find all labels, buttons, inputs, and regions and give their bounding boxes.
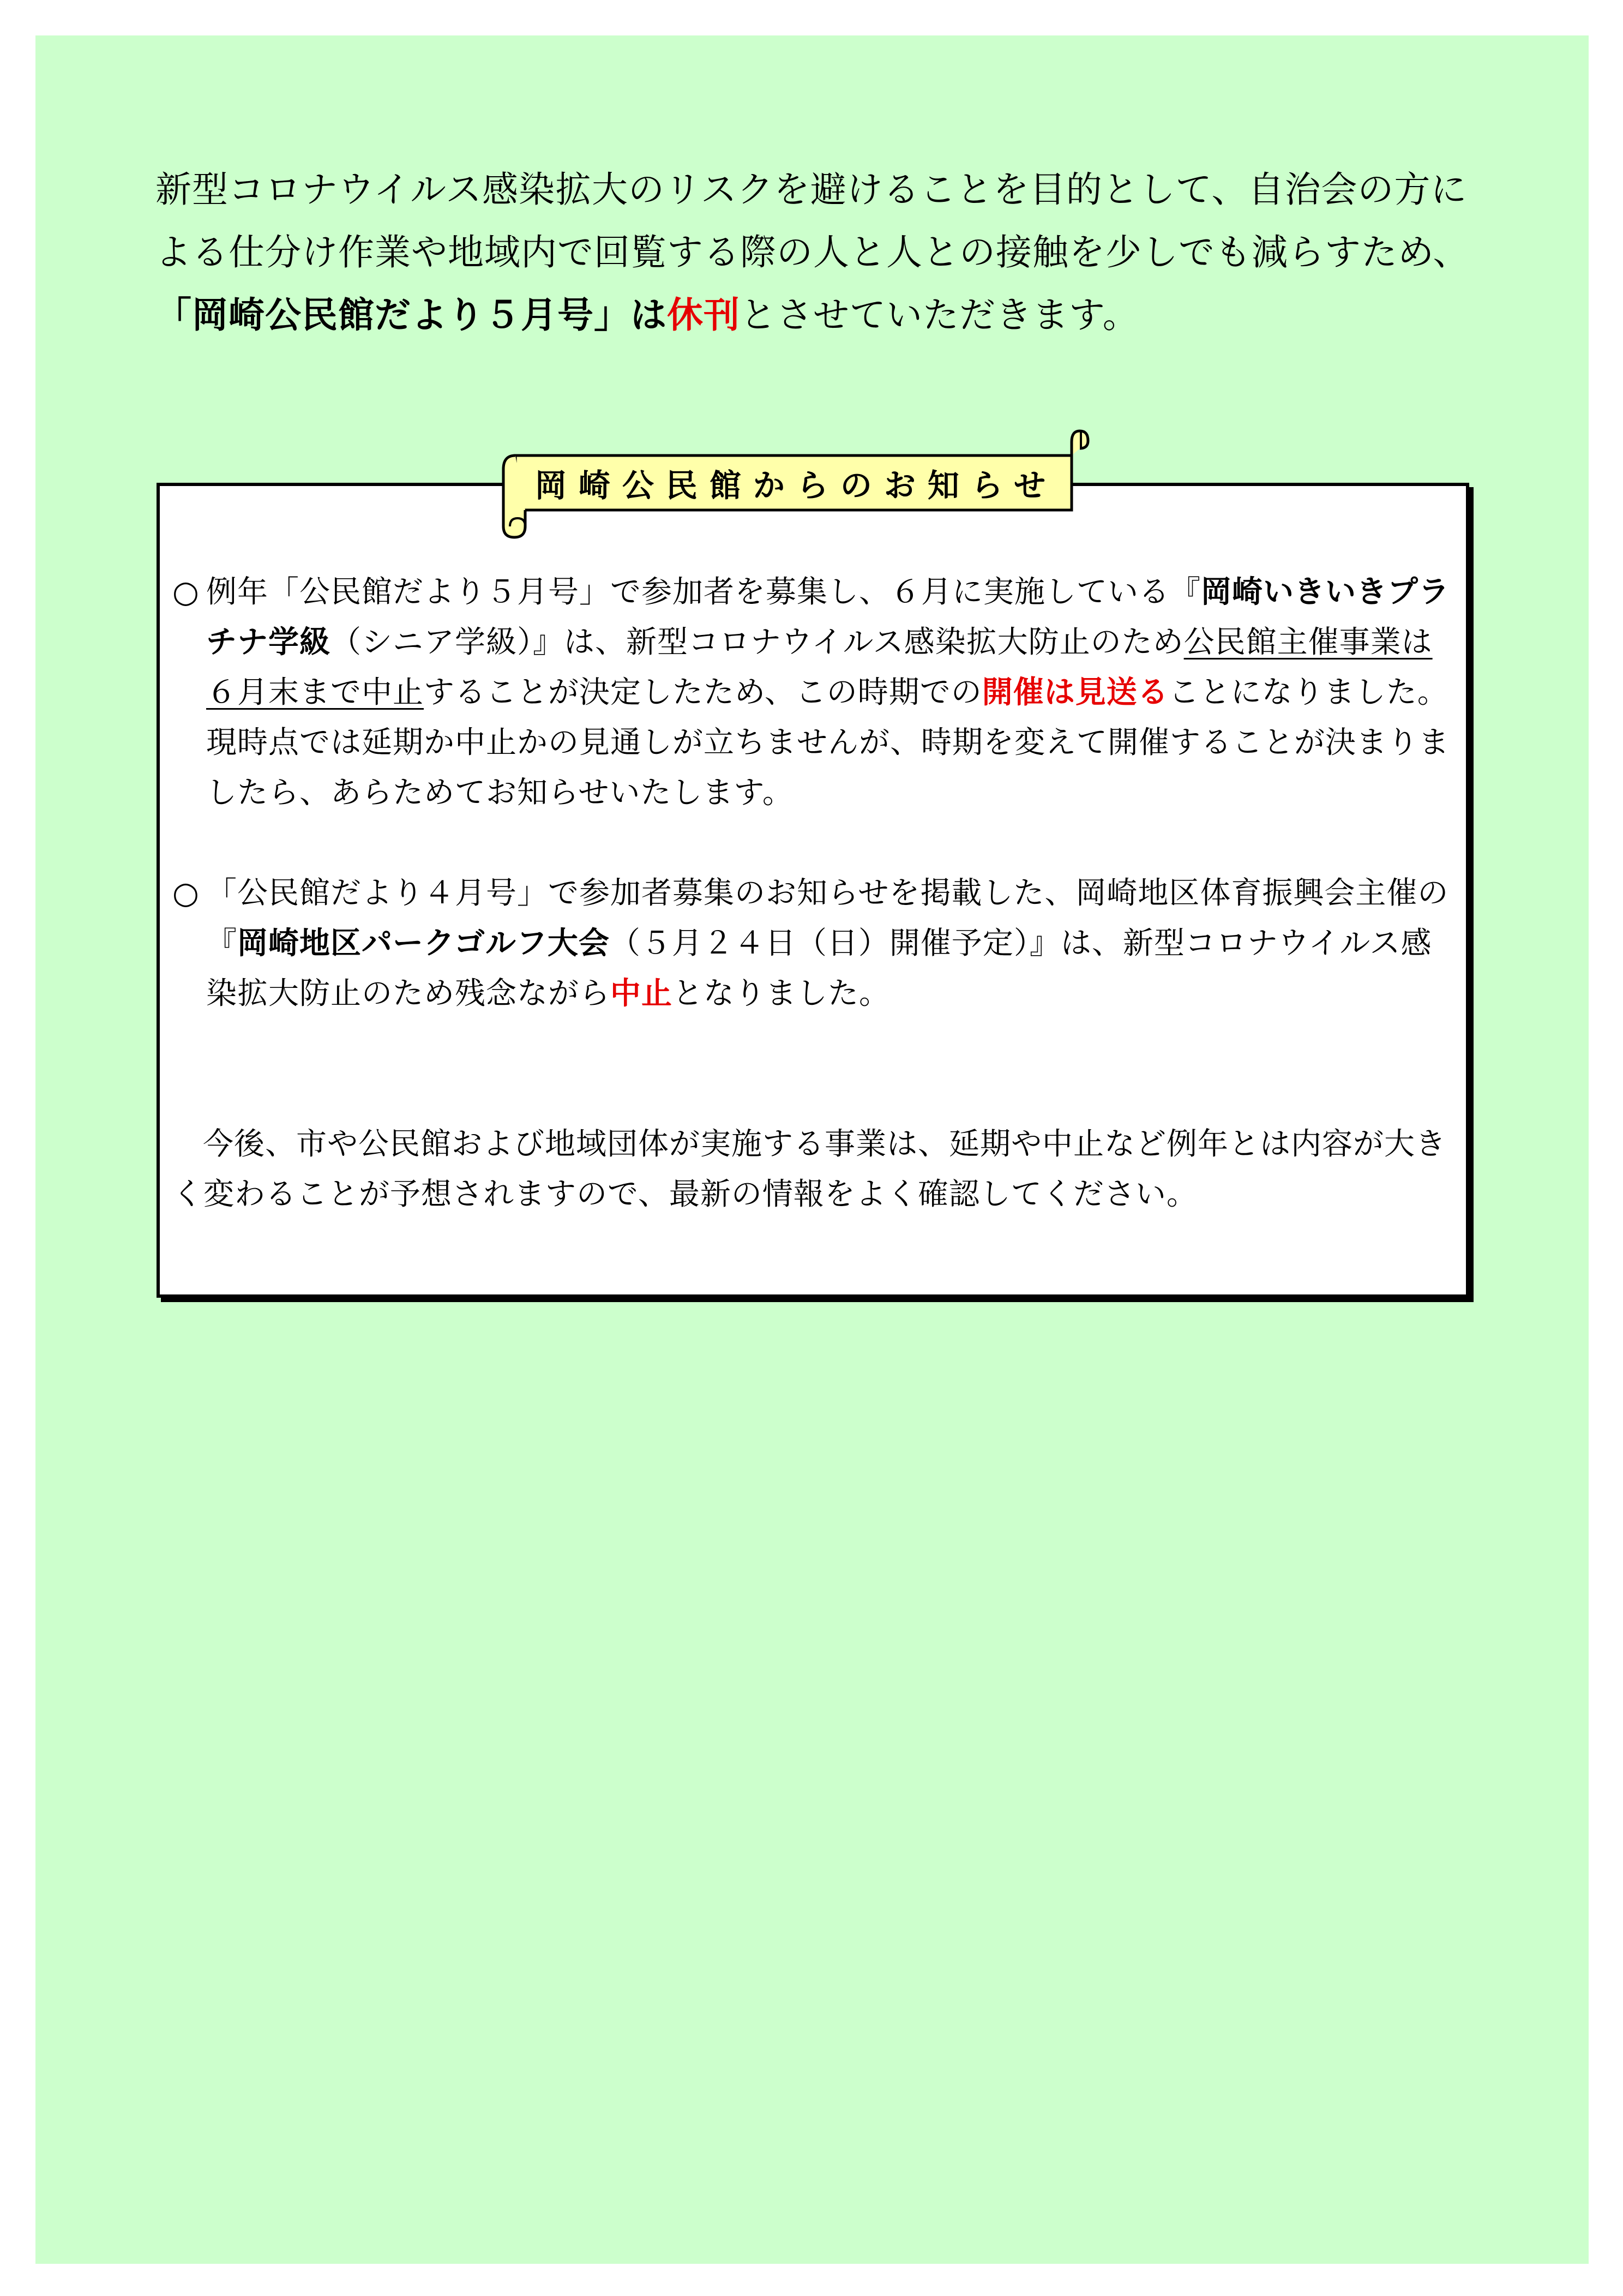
cancelled-label: 中止 [610,976,672,1011]
notice-item-2 [172,868,1459,1019]
intro-text-2: とさせていただきます。 [740,294,1139,336]
item2-text-5: となりました。 [672,976,890,1011]
park-golf-event-name: 岡崎地区パークゴルフ大会 [237,926,610,961]
notice-title: 岡崎公民館からのお知らせ [534,467,1058,504]
notice-item-1-followup: 現時点では延期か中止かの見通しが立ちませんが、時期を変えて開催することが決まりましたら、あらためてお知らせいたします。 [206,725,1450,811]
platinum-class-name: 岡崎いきいきプラチナ学級 [206,574,1450,660]
item1-text-3: （シニア学級）』は、新型コロナウイルス感染拡大防止のため [330,625,1184,660]
notice-item-1 [172,567,1459,718]
notice-title-scroll [494,425,1091,540]
postponed-label: 開催は見送る [982,675,1169,710]
closing-paragraph: 今後、市や公民館および地域団体が実施する事業は、延期や中止など例年とは内容が大きく変わることが予想されますので、最新の情報をよく確認してください。 [172,1126,1446,1212]
newsletter-name: 「岡崎公民館だより５月号」は [155,294,667,336]
intro-paragraph [155,158,1475,346]
notice-content [172,567,1459,1220]
item1-text-7: ことになりました。 [1168,675,1448,710]
item2-text-1: 「公民館だより４月号」で参加者募集のお知らせを掲載した、岡崎地区体育振興会主催の『 [206,876,1449,961]
cancellation-notice-underlined: 公民館主催事業は６月末まで中止 [206,625,1433,710]
bullet-icon: ○ [172,876,200,911]
suspended-label: 休刊 [667,294,740,336]
bullet-icon: ○ [172,574,200,610]
intro-text-1: 新型コロナウイルス感染拡大のリスクを避けることを目的として、自治会の方による仕分け作業や地域内で回覧する際の人と人との接触を少しでも減らすため、 [155,169,1470,273]
item1-text-1: 例年「公民館だより５月号」で参加者を募集し、６月に実施している『 [206,574,1201,610]
item2-text-3: （５月２４日（日）開催予定）』は、新型コロナウイルス感染拡大防止のため残念ながら [206,926,1432,1011]
item1-text-5: することが決定したため、この時期での [424,675,982,710]
